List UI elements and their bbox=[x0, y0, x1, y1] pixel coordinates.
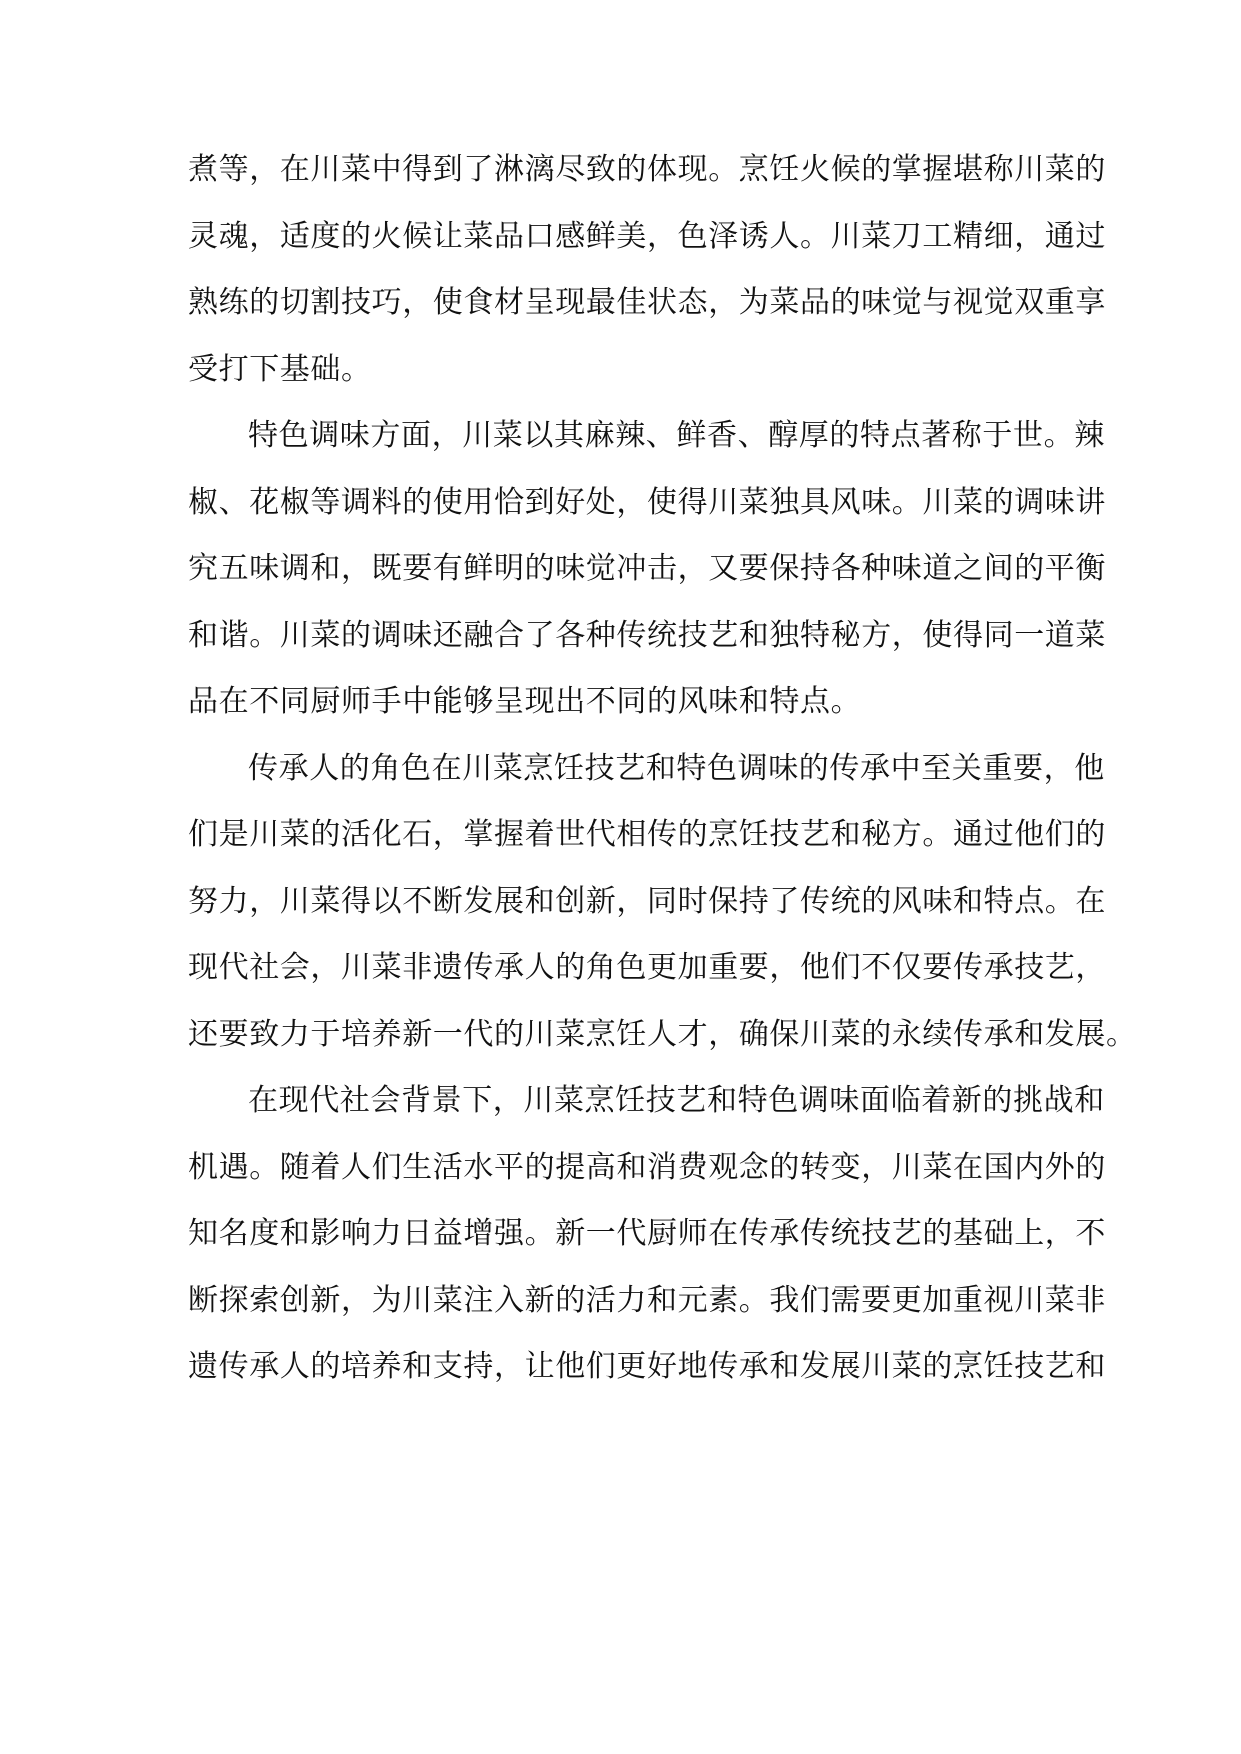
text-line: 究五味调和，既要有鲜明的味觉冲击，又要保持各种味道之间的平衡 bbox=[188, 551, 1106, 586]
text-line: 知名度和影响力日益增强。新一代厨师在传承传统技艺的基础上，不 bbox=[188, 1216, 1106, 1251]
text-line: 品在不同厨师手中能够呈现出不同的风味和特点。 bbox=[188, 684, 862, 719]
text-line: 煮等，在川菜中得到了淋漓尽致的体现。烹饪火候的掌握堪称川菜的 bbox=[188, 152, 1106, 187]
text-line: 遗传承人的培养和支持，让他们更好地传承和发展川菜的烹饪技艺和 bbox=[188, 1349, 1106, 1384]
text-line: 努力，川菜得以不断发展和创新，同时保持了传统的风味和特点。在 bbox=[188, 883, 1106, 919]
text-line: 们是川菜的活化石，掌握着世代相传的烹饪技艺和秘方。通过他们的 bbox=[188, 817, 1106, 852]
text-line: 在现代社会背景下，川菜烹饪技艺和特色调味面临着新的挑战和 bbox=[248, 1083, 1105, 1118]
text-line: 现代社会，川菜非遗传承人的角色更加重要，他们不仅要传承技艺， bbox=[188, 950, 1106, 985]
text-line: 灵魂，适度的火候让菜品口感鲜美，色泽诱人。川菜刀工精细，通过 bbox=[188, 218, 1106, 254]
text-line: 机遇。随着人们生活水平的提高和消费观念的转变，川菜在国内外的 bbox=[188, 1149, 1106, 1185]
body-text bbox=[188, 148, 1137, 1412]
text-line: 熟练的切割技巧，使食材呈现最佳状态，为菜品的味觉与视觉双重享 bbox=[188, 285, 1106, 320]
text-line: 断探索创新，为川菜注入新的活力和元素。我们需要更加重视川菜非 bbox=[188, 1282, 1106, 1318]
text-line: 椒、花椒等调料的使用恰到好处，使得川菜独具风味。川菜的调味讲 bbox=[188, 484, 1106, 520]
text-line: 受打下基础。 bbox=[188, 351, 372, 387]
text-line: 特色调味方面，川菜以其麻辣、鲜香、醇厚的特点著称于世。辣 bbox=[248, 418, 1105, 453]
text-line: 还要致力于培养新一代的川菜烹饪人才，确保川菜的永续传承和发展。 bbox=[188, 1016, 1137, 1052]
text-line: 传承人的角色在川菜烹饪技艺和特色调味的传承中至关重要，他 bbox=[248, 750, 1105, 786]
text-line: 和谐。川菜的调味还融合了各种传统技艺和独特秘方，使得同一道菜 bbox=[188, 617, 1106, 653]
